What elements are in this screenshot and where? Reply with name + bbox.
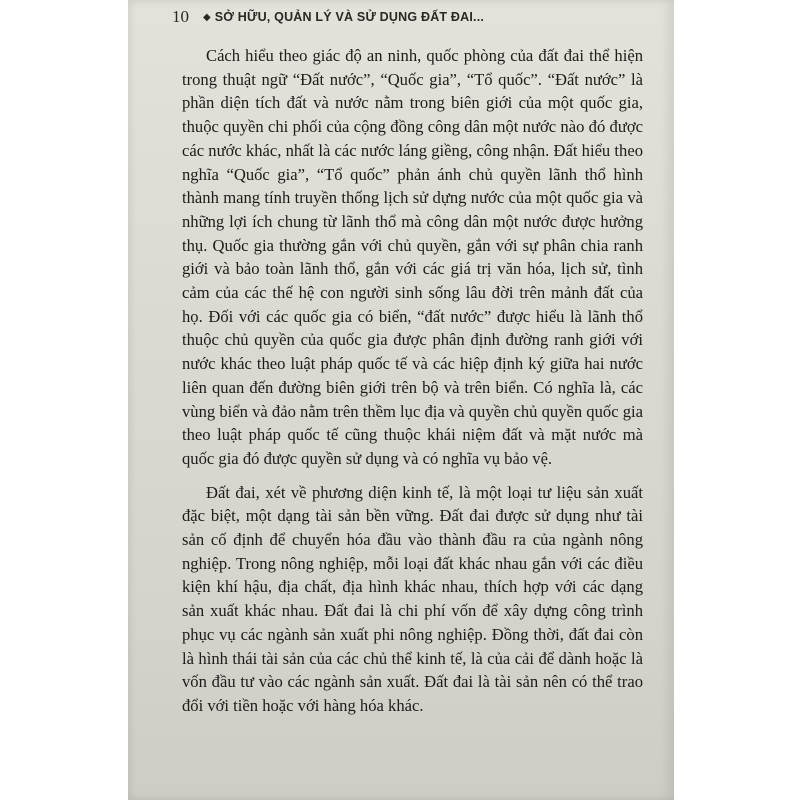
paragraph-2: Đất đai, xét về phương diện kinh tế, là một loại tư liệu sản xuất đặc biệt, một dạng tài sản bền vững. Đất đai được sử dụng như tài sản cố định để chuyển hóa đầu vào thành đầu ra của ngành nông nghiệp. Trong nông nghiệp, mỗi loại đất khác nhau gắn với các điều kiện khí hậu, địa chất, địa hình khác nhau, thích hợp với các dạng sản xuất khác nhau. Đất đai là chi phí vốn để xây dựng công trình phục vụ các ngành sản xuất phi nông nghiệp. Đồng thời, đất đai còn là hình thái tài sản của các chủ thể kinh tế, là của cải để dành hoặc là vốn đầu tư vào các ngành sản xuất. Đất đai là tài sản nên có thể trao đổi với tiền hoặc với hàng hóa khác. (182, 482, 643, 715)
body-text (182, 44, 643, 718)
book-page (128, 0, 674, 800)
diamond-icon: ◆ (203, 11, 211, 23)
page-header (172, 6, 654, 28)
paragraph-1: Cách hiểu theo giác độ an ninh, quốc phòng của đất đai thể hiện trong thuật ngữ “Đất nước”, “Quốc gia”, “Tổ quốc”. “Đất nước” là phần diện tích đất và nước nằm trong biên giới của một quốc gia, thuộc quyền chi phối của cộng đồng công dân một nước nào đó được các nước khác, nhất là các nước láng giềng, công nhận. Đất hiểu theo nghĩa “Quốc gia”, “Tổ quốc” phản ánh chủ quyền lãnh thổ hình thành mang tính truyền thống lịch sử dựng nước của một quốc gia và những lợi ích chung từ lãnh thổ mà công dân một nước được hưởng thụ. Quốc gia thường gắn với chủ quyền, gắn với sự phân chia ranh giới và bảo toàn lãnh thổ, gắn với các giá trị văn hóa, lịch sử, tình cảm của các thế hệ con người sinh sống lâu đời trên mảnh đất của họ. Đối với các quốc gia có biển, “đất nước” được hiểu là lãnh thổ thuộc chủ quyền của quốc gia được phân định đường ranh giới với nước khác theo luật pháp quốc tế và các hiệp định ký giữa hai nước liên quan đến đường biên giới trên bộ và trên biển. Có nghĩa là, các vùng biển và đảo nằm trên thềm lục địa và quyền chủ quyền quốc gia theo luật pháp quốc tế cũng thuộc khái niệm đất và mặt nước mà quốc gia đó được quyền sử dụng và có nghĩa vụ bảo vệ. (182, 46, 643, 468)
page-number: 10 (172, 7, 189, 26)
running-title: SỞ HỮU, QUẢN LÝ VÀ SỬ DỤNG ĐẤT ĐAI... (214, 10, 485, 24)
